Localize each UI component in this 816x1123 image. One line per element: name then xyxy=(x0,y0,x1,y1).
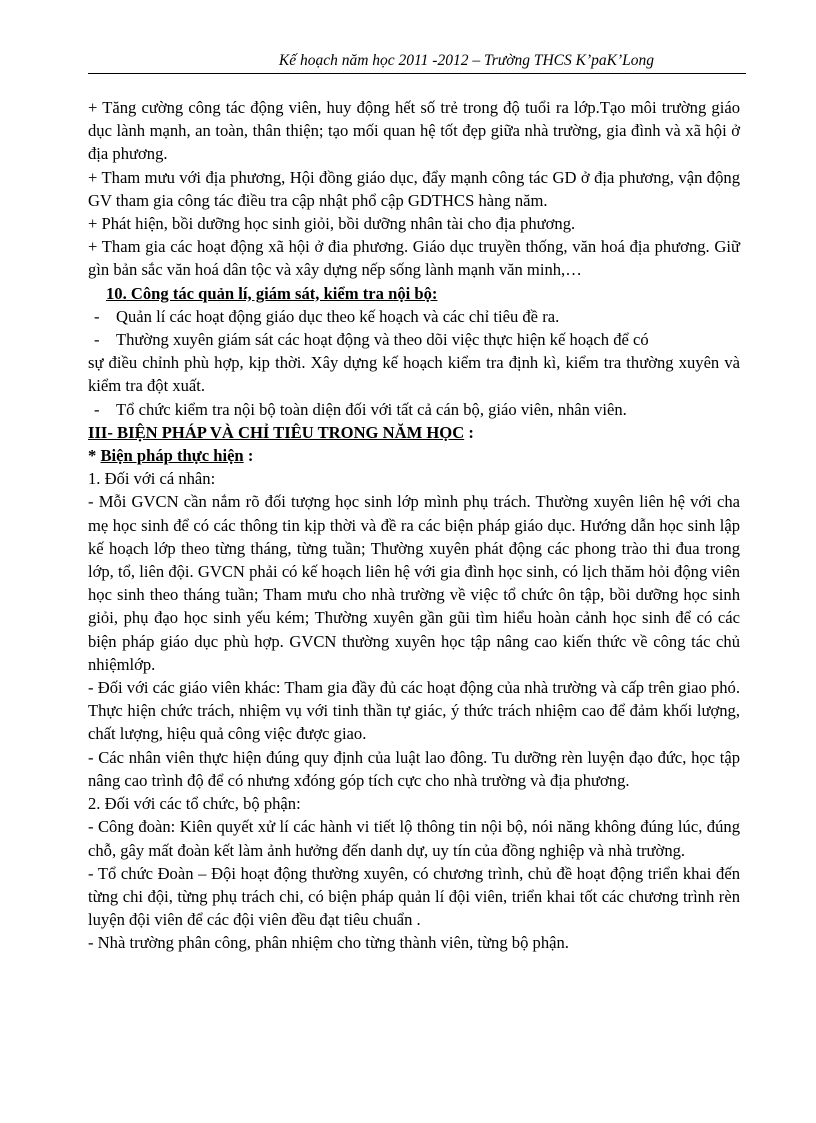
organizations-title: 2. Đối với các tổ chức, bộ phận: xyxy=(88,794,301,814)
section-10-item-text: Thường xuyên giám sát các hoạt động và theo dõi việc thực hiện kế hoạch để có xyxy=(116,330,649,350)
organizations-paragraph-1: - Công đoàn: Kiên quyết xử lí các hành vi tiết lộ thông tin nội bộ, nói năng không đúng lúc, đúng chỗ, gây mất đoàn kết làm ảnh hưởng đến danh dự, uy tín của đồng nghiệp và nhà trường. xyxy=(88,817,740,860)
individual-paragraph-3: - Các nhân viên thực hiện đúng quy định của luật lao đông. Tu dưỡng rèn luyện đạo đức, học tập nâng cao trình độ để có nhưng xđóng góp tích cực cho nhà trường và địa phương. xyxy=(88,747,740,790)
page-header: Kế hoạch năm học 2011 -2012 – Trường THCS K’paK’Long xyxy=(278,52,654,69)
section-10-item-2 xyxy=(88,328,740,351)
section-10-heading xyxy=(88,282,740,305)
document-body xyxy=(88,96,740,955)
organizations-paragraph-2: - Tổ chức Đoàn – Đội hoạt động thường xuyên, có chương trình, chủ đề hoạt động triển khai đến từng chi đội, từng phụ trách chi, có biện pháp quản lí đội viên, triển khai tốt các chương trình rèn luyện đội viên để các đội viên đều đạt tiêu chuẩn . xyxy=(88,863,740,930)
section-10-item-2-continuation: sự điều chỉnh phù hợp, kịp thời. Xây dựng kế hoạch kiểm tra định kì, kiểm tra thường xuyên và kiểm tra đột xuất. xyxy=(88,353,740,396)
plus-paragraph-3: + Phát hiện, bồi dưỡng học sinh giỏi, bồi dưỡng nhân tài cho địa phương. xyxy=(88,214,576,234)
individual-title: 1. Đối với cá nhân: xyxy=(88,469,216,489)
dash-marker: - xyxy=(94,330,100,350)
section-10-item-1 xyxy=(88,305,740,328)
section-3-heading-text: III- BIỆN PHÁP VÀ CHỈ TIÊU TRONG NĂM HỌC xyxy=(88,422,465,442)
section-3-heading xyxy=(88,421,740,444)
plus-paragraph-1: + Tăng cường công tác động viên, huy động hết số trẻ trong độ tuổi ra lớp.Tạo môi trường giáo dục lành mạnh, an toàn, thân thiện; tạo mối quan hệ tốt đẹp giữa nhà trường, gia đình và xã hội ở địa phương. xyxy=(88,98,740,164)
section-10-item-3 xyxy=(88,398,740,421)
section-3-heading-suffix: : xyxy=(464,422,474,442)
dash-marker: - xyxy=(94,399,100,419)
measures-subheading xyxy=(88,444,740,467)
organizations-paragraph-3: - Nhà trường phân công, phân nhiệm cho từng thành viên, từng bộ phận. xyxy=(88,933,569,953)
plus-paragraph-4: + Tham gia các hoạt động xã hội ở đia phương. Giáo dục truyền thống, văn hoá địa phương. Giữ gìn bản sắc văn hoá dân tộc và xây dựng nếp sống lành mạnh văn minh,… xyxy=(88,237,740,280)
measures-subheading-text: Biện pháp thực hiện xyxy=(100,446,244,466)
header-divider xyxy=(88,73,746,74)
measures-subheading-prefix: * xyxy=(88,446,101,466)
section-10-item-text: Tổ chức kiểm tra nội bộ toàn diện đối với tất cả cán bộ, giáo viên, nhân viên. xyxy=(116,399,627,419)
section-10-item-text: Quản lí các hoạt động giáo dục theo kế hoạch và các chỉ tiêu đề ra. xyxy=(116,306,560,326)
dash-marker: - xyxy=(94,306,100,326)
individual-paragraph-1: - Mỗi GVCN cần nắm rõ đối tượng học sinh lớp mình phụ trách. Thường xuyên liên hệ với cha mẹ học sinh để có các thông tin kịp thời và đề ra các biện pháp giáo dục. Hướng dẫn học sinh lập kế hoạch lớp theo từng tháng, từng tuần; Thường xuyên phát động các phong trào thi đua trong lớp, tổ, liên đội. GVCN phải có kế hoạch liên hệ với gia đình học sinh, có lịch thăm hỏi động viên học sinh theo tháng tuần; Tham mưu cho nhà trường về việc tổ chức ôn tập, bồi dưỡng học sinh giỏi, phụ đạo học sinh yếu kém; Thường xuyên gần gũi tìm hiểu hoàn cảnh học sinh để có các biện pháp giáo dục phù hợp. GVCN thường xuyên học tập nâng cao kiến thức về công tác chủ nhiệmlớp. xyxy=(88,492,740,674)
section-10-heading-text: 10. Công tác quản lí, giám sát, kiểm tra nội bộ: xyxy=(106,283,438,303)
measures-subheading-suffix: : xyxy=(243,446,254,466)
individual-paragraph-2: - Đối với các giáo viên khác: Tham gia đầy đủ các hoạt động của nhà trường và cấp trên giao phó. Thực hiện chức trách, nhiệm vụ với tinh thần tự giác, ý thức trách nhiệm cao để đảm khối lượng, chất lượng, hiệu quả công việc được giao. xyxy=(88,678,740,744)
plus-paragraph-2: + Tham mưu với địa phương, Hội đồng giáo dục, đẩy mạnh công tác GD ở địa phương, vận động GV tham gia công tác điều tra cập nhật phổ cập GDTHCS hàng năm. xyxy=(88,167,740,210)
